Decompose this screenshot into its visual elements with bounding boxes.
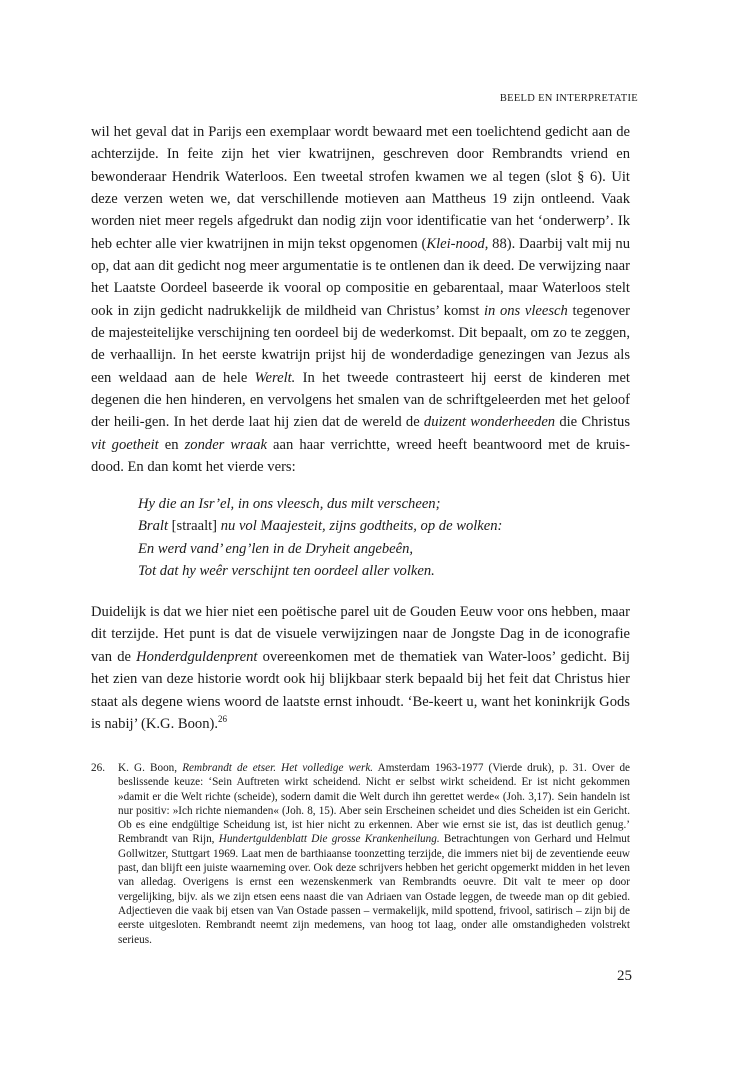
body-paragraph-2 (91, 601, 630, 735)
footnote-body (118, 761, 630, 947)
running-header: BEELD EN INTERPRETATIE (499, 93, 638, 104)
text-run: K. G. Boon, (118, 762, 183, 774)
text-run: overeenkomen met de thematiek van Water-loos’ gedicht. Bij het zien van deze historie wordt ook hij blijkbaar sterk bepaald bij het feit dat Christus hier staat als degene wiens woord de laatste ernst inhoudt. ‘Be-keert u, want het koninkrijk Gods is nabij’ (K.G. Boon). (91, 648, 630, 733)
text-run: Amsterdam 1963-1977 (Vierde druk), p. 31. Over de beslissende keuze: ‘Sein Auftreten wirkt scheidend. Nicht er selbst wirkt scheidend. Er ist nicht gekommen »damit er die Welt richte (scheide), sodern damit die Welt durch ihn gerettet werde« (Joh. 3,17). Sein handeln ist nur positiv: »Ich richte niemanden« (Joh. 8, 15). Aber sein Erscheinen scheidet und dies Scheiden ist ein Gericht. Ob es eine endgültige Scheidung ist, ist hier nicht zu erkennen. Aber wie ernst sie ist, das ist deutlich genug.’ Rembrandt van Rijn, (118, 762, 631, 846)
poem-quatrain (138, 493, 598, 582)
text-run: en (158, 436, 185, 453)
text-run: aan haar verrichtte, wreed heeft beantwoord met de kruis-dood. En dan komt het vierde vers: (91, 436, 630, 476)
poem-word: nu vol Maajesteit, zijns godtheits, op de wolken: (220, 518, 503, 535)
editorial-gloss: [straalt] (171, 518, 218, 535)
poem-line-3: En werd vand’ eng’len in de Dryheit angebeên, (138, 540, 414, 557)
poem-line-1: Hy die an Isr’el, in ons vleesch, dus milt verscheen; (138, 496, 441, 512)
italic-run: duizent wonderheeden (423, 414, 556, 431)
poem-word: Bralt (138, 518, 168, 535)
italic-run: in ons vleesch (483, 302, 568, 319)
poem-line-4: Tot dat hy weêr verschijnt ten oordeel aller volken. (138, 562, 435, 579)
text-run: In het tweede contrasteert hij eerst de kinderen met degenen die hen hinderen, en vervolgens het smalen van de schriftgeleerden met het geloof der heili-gen. In het derde laat hij zien dat de wereld de (91, 369, 630, 431)
italic-run: Werelt. (254, 369, 296, 386)
footnote-26 (91, 761, 630, 947)
text-run: tegenover de majesteitelijke verschijning ten oordeel bij de wederkomst. Dit bepaalt, om zo te zeggen, de verhaallijn. In het eerste kwatrijn prijst hij de wonderdadige genezingen van Jezus als een weldaad aan de hele (91, 302, 630, 386)
footnote-number: 26. (91, 762, 105, 774)
text-run: Duidelijk is dat we hier niet een poëtische parel uit de Gouden Eeuw voor ons hebben, maar dit terzijde. Het punt is dat de visuele verwijzingen naar de Jongste Dag in de iconografie van de (91, 604, 630, 665)
page-number: 25 (617, 968, 632, 984)
italic-run: Klei-nood (426, 235, 485, 252)
italic-run: Honderdguldenprent (136, 648, 258, 665)
text-run: die Christus (555, 414, 631, 431)
poem-line-2 (138, 515, 598, 537)
italic-run: Rembrandt de etser. Het volledige werk. (182, 762, 374, 774)
text-run: wil het geval dat in Parijs een exemplaar wordt bewaard met een toelichtend gedicht aan de achterzijde. In feite zijn het vier kwatrijnen, geschreven door Rembrandts vriend en bewonderaar Hendrik Waterloos. Een tweetal strofen kwamen we al tegen (slot § 6). Uit deze verzen weten we, dat verschillende motieven aan Mattheus 19 zijn ontleend. Vaak worden niet meer regels afgedrukt dan nodig zijn voor identificatie van het ‘onderwerp’. Ik heb echter alle vier kwatrijnen in mijn tekst opgenomen ( (91, 124, 630, 252)
italic-run: Hundertguldenblatt Die grosse Krankenheilung. (218, 833, 440, 846)
text-run: , 88). Daarbij valt mij nu op, dat aan dit gedicht nog meer argumentatie is te ontlenen dan ik deed. De verwijzing naar het Laatste Oordeel baseerde ik vooral op compositie en gebarentaal, maar Waterloos stelt ook in zijn gedicht nadrukkelijk de mildheid van Christus’ komst (91, 235, 630, 319)
text-run: Betrachtungen von Gerhard und Helmut Gollwitzer, Stuttgart 1969. Laat men de barthiaanse toonzetting terzijde, die immers niet bij de zeventiende eeuw past, dan blijft een juiste waarneming over. Ook deze schrijvers hebben het gericht opgemerkt midden in het leven van alledag. Overigens is ernst een wezenskenmerk van Rembrandts oeuvre. Dit valt te meer op door vergelijking, bijv. als we zijn etsen eens naast die van Adriaen van Ostade leggen, de tweede man op dit gebied. Adjectieven die vaak bij etsen van Van Ostade passen – vermakelijk, mild spottend, frivool, satirisch – zijn bij de eerste uitgesloten. Rembrandt neemt zijn medemens, van hoog tot laag, onder alle omstandigheden volstrekt serieus. (118, 833, 630, 946)
body-paragraph-1 (91, 121, 630, 479)
footnote-reference[interactable]: 26 (218, 714, 228, 725)
italic-run: vit goetheit (91, 436, 159, 453)
italic-run: zonder wraak (184, 436, 267, 453)
